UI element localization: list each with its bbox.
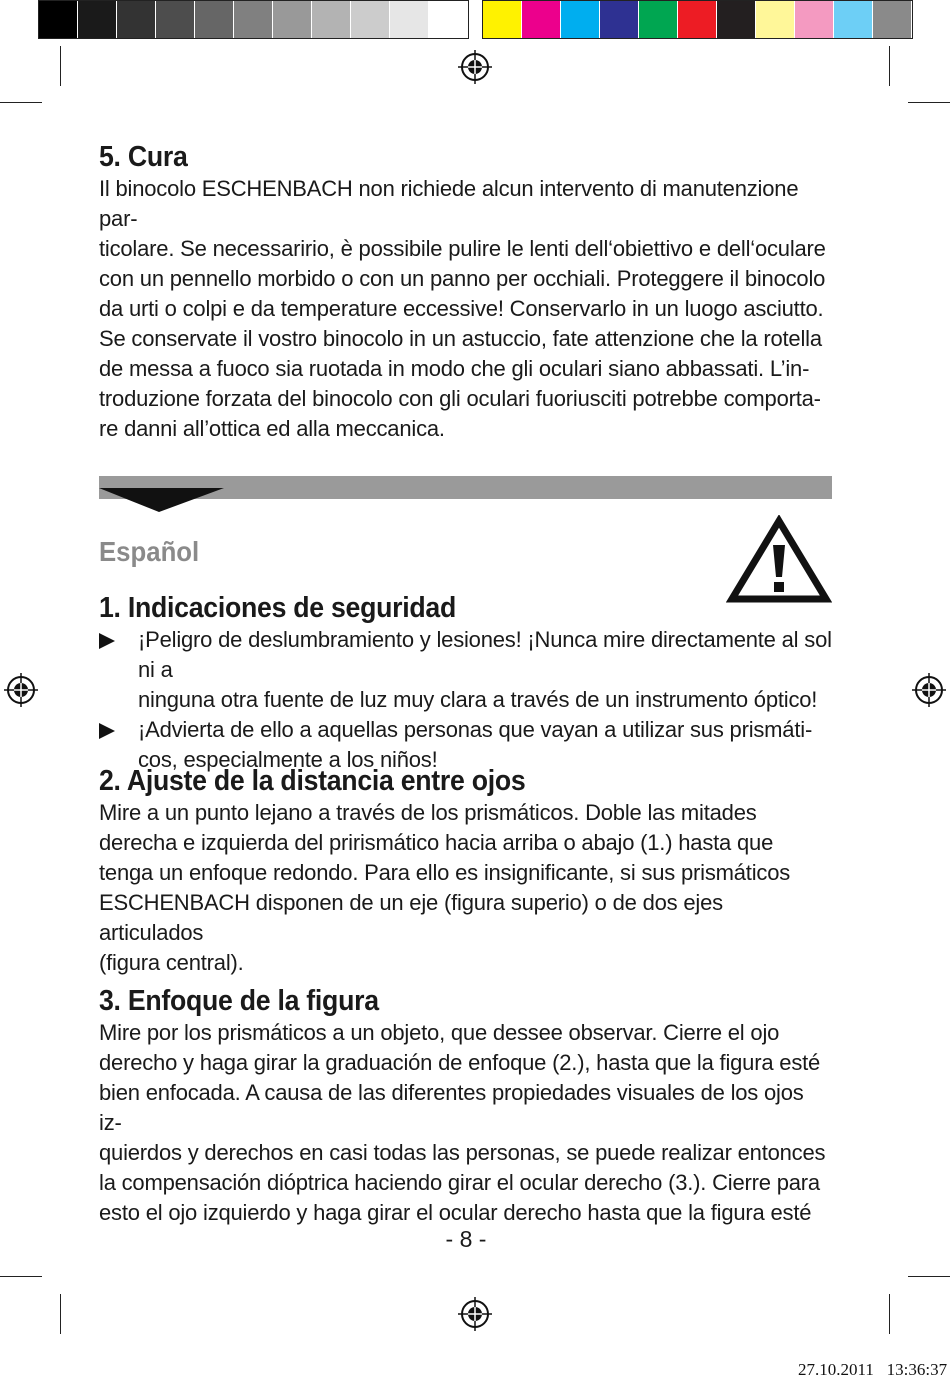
section-heading: 2. Ajuste de la distancia entre ojos — [99, 765, 526, 797]
text-line: ESCHENBACH disponen de un eje (figura superio) o de dos ejes articulados — [99, 890, 723, 945]
color-swatch — [78, 1, 117, 38]
registration-mark-icon — [458, 50, 492, 84]
text-line: Il binocolo ESCHENBACH non richiede alcun intervento di manutenzione par- — [99, 176, 799, 231]
registration-mark-icon — [912, 673, 946, 707]
text-line: tenga un enfoque redondo. Para ello es insignificante, si sus prismáticos — [99, 860, 791, 885]
text-line: Mire a un punto lejano a través de los prismáticos. Doble las mitades — [99, 800, 757, 825]
color-swatch — [483, 1, 522, 38]
section-body — [99, 1018, 832, 1228]
spanish-section-safety — [99, 591, 832, 775]
color-swatch — [678, 1, 717, 38]
color-swatch — [273, 1, 312, 38]
color-swatch — [717, 1, 756, 38]
page-number: - 8 - — [445, 1226, 487, 1252]
text-line: Mire por los prismáticos a un objeto, que dessee observar. Cierre el ojo — [99, 1020, 780, 1045]
section-body — [99, 174, 832, 444]
text-line: derecho y haga girar la graduación de enfoque (2.), hasta que la figura esté — [99, 1050, 821, 1075]
text-line: ¡Peligro de deslumbramiento y lesiones! ¡Nunca mire directamente al sol ni a — [138, 627, 832, 682]
italian-section-care — [99, 140, 832, 444]
registration-mark-icon — [4, 673, 38, 707]
crop-mark — [60, 1294, 61, 1334]
crop-mark — [60, 46, 61, 86]
text-line: bien enfocada. A causa de las diferentes propiedades visuales de los ojos iz- — [99, 1080, 804, 1135]
text-line: de messa a fuoco sia ruotada in modo che gli oculari siano abbassati. L’in- — [99, 356, 810, 381]
color-swatch — [600, 1, 639, 38]
color-swatch — [351, 1, 390, 38]
color-swatch — [639, 1, 678, 38]
warning-triangle-icon — [726, 515, 832, 603]
color-swatch — [195, 1, 234, 38]
color-swatch — [429, 1, 468, 38]
color-swatch — [756, 1, 795, 38]
color-swatch — [795, 1, 834, 38]
print-timestamp: 27.10.2011 13:36:37 — [798, 1360, 948, 1379]
color-swatch — [117, 1, 156, 38]
text-line: ninguna otra fuente de luz muy clara a través de un instrumento óptico! — [138, 687, 818, 712]
color-swatch — [39, 1, 78, 38]
divider-arrow-icon — [99, 488, 224, 514]
text-line: ¡Advierta de ello a aquellas personas que vayan a utilizar sus prismáti- — [138, 717, 813, 742]
text-line: esto el ojo izquierdo y haga girar el ocular derecho hasta que la figura esté — [99, 1200, 812, 1225]
safety-bullet-list — [99, 625, 832, 775]
color-swatch — [234, 1, 273, 38]
text-line: cos, especialmente a los niños! — [138, 747, 438, 772]
spanish-section-eye-distance — [99, 764, 832, 978]
list-item — [99, 625, 832, 715]
color-swatch — [156, 1, 195, 38]
section-body — [99, 798, 832, 978]
grayscale-control-bar — [38, 0, 469, 39]
section-heading: 1. Indicaciones de seguridad — [99, 592, 457, 624]
spanish-section-focus — [99, 984, 832, 1228]
color-swatch — [312, 1, 351, 38]
text-line: re danni all’ottica ed alla meccanica. — [99, 416, 445, 441]
color-swatch — [873, 1, 912, 38]
crop-mark — [889, 46, 890, 86]
color-swatch — [522, 1, 561, 38]
text-line: derecha e izquierda del prirismático hacia arriba o abajo (1.) hasta que — [99, 830, 774, 855]
text-line: quierdos y derechos en casi todas las personas, se puede realizar entonces — [99, 1140, 826, 1165]
text-line: (figura central). — [99, 950, 244, 975]
color-control-bar — [482, 0, 913, 39]
color-swatch — [834, 1, 873, 38]
section-heading: 3. Enfoque de la figura — [99, 985, 379, 1017]
text-line: con un pennello morbido o con un panno per occhiali. Proteggere il binocolo — [99, 266, 826, 291]
registration-mark-icon — [458, 1297, 492, 1331]
section-heading: 5. Cura — [99, 141, 188, 173]
crop-mark — [889, 1294, 890, 1334]
text-line: Se conservate il vostro binocolo in un astuccio, fate attenzione che la rotella — [99, 326, 822, 351]
triangle-bullet-icon — [99, 723, 115, 739]
triangle-bullet-icon — [99, 633, 115, 649]
text-line: ticolare. Se necessaririo, è possibile pulire le lenti dell‘obiettivo e dell‘oculare — [99, 236, 826, 261]
color-swatch — [390, 1, 429, 38]
text-line: la compensación dióptrica haciendo girar el ocular derecho (3.). Cierre para — [99, 1170, 820, 1195]
crop-mark — [0, 102, 42, 103]
crop-mark — [0, 1276, 42, 1277]
crop-mark — [908, 1276, 950, 1277]
language-label: Español — [99, 536, 200, 567]
color-swatch — [561, 1, 600, 38]
crop-mark — [908, 102, 950, 103]
text-line: troduzione forzata del binocolo con gli oculari fuoriusciti potrebbe comporta- — [99, 386, 821, 411]
text-line: da urti o colpi e da temperature eccessive! Conservarlo in un luogo asciutto. — [99, 296, 824, 321]
